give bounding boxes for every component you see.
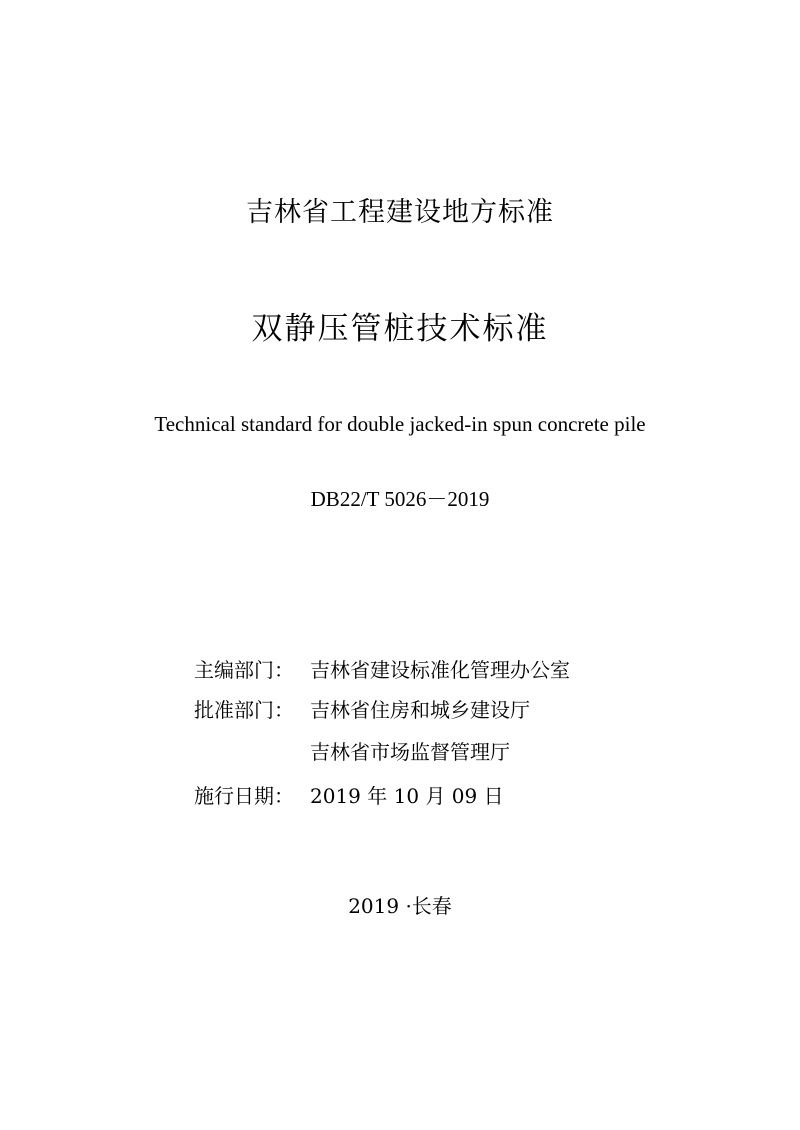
approver-label: 批准部门： [194, 698, 294, 722]
editor-row [194, 654, 570, 683]
approver-row-2 [310, 736, 510, 765]
date-value: 2019 年 10 月 09 日 [310, 784, 504, 808]
approver-value-1: 吉林省住房和城乡建设厅 [310, 698, 530, 722]
date-label: 施行日期： [194, 784, 294, 808]
page-title: 双静压管桩技术标准 [251, 311, 549, 347]
series-title: 吉林省工程建设地方标准 [246, 197, 554, 228]
effective-date-row [194, 780, 504, 809]
approver-value-2: 吉林省市场监督管理厅 [310, 740, 510, 764]
english-title: Technical standard for double jacked-in spun concrete pile [154, 412, 646, 436]
editor-value: 吉林省建设标准化管理办公室 [310, 658, 570, 682]
standard-code: DB22/T 5026－2019 [310, 487, 490, 511]
editor-label: 主编部门： [194, 658, 294, 682]
place-year: 2019 ·长春 [348, 894, 452, 918]
approver-row [194, 694, 530, 723]
